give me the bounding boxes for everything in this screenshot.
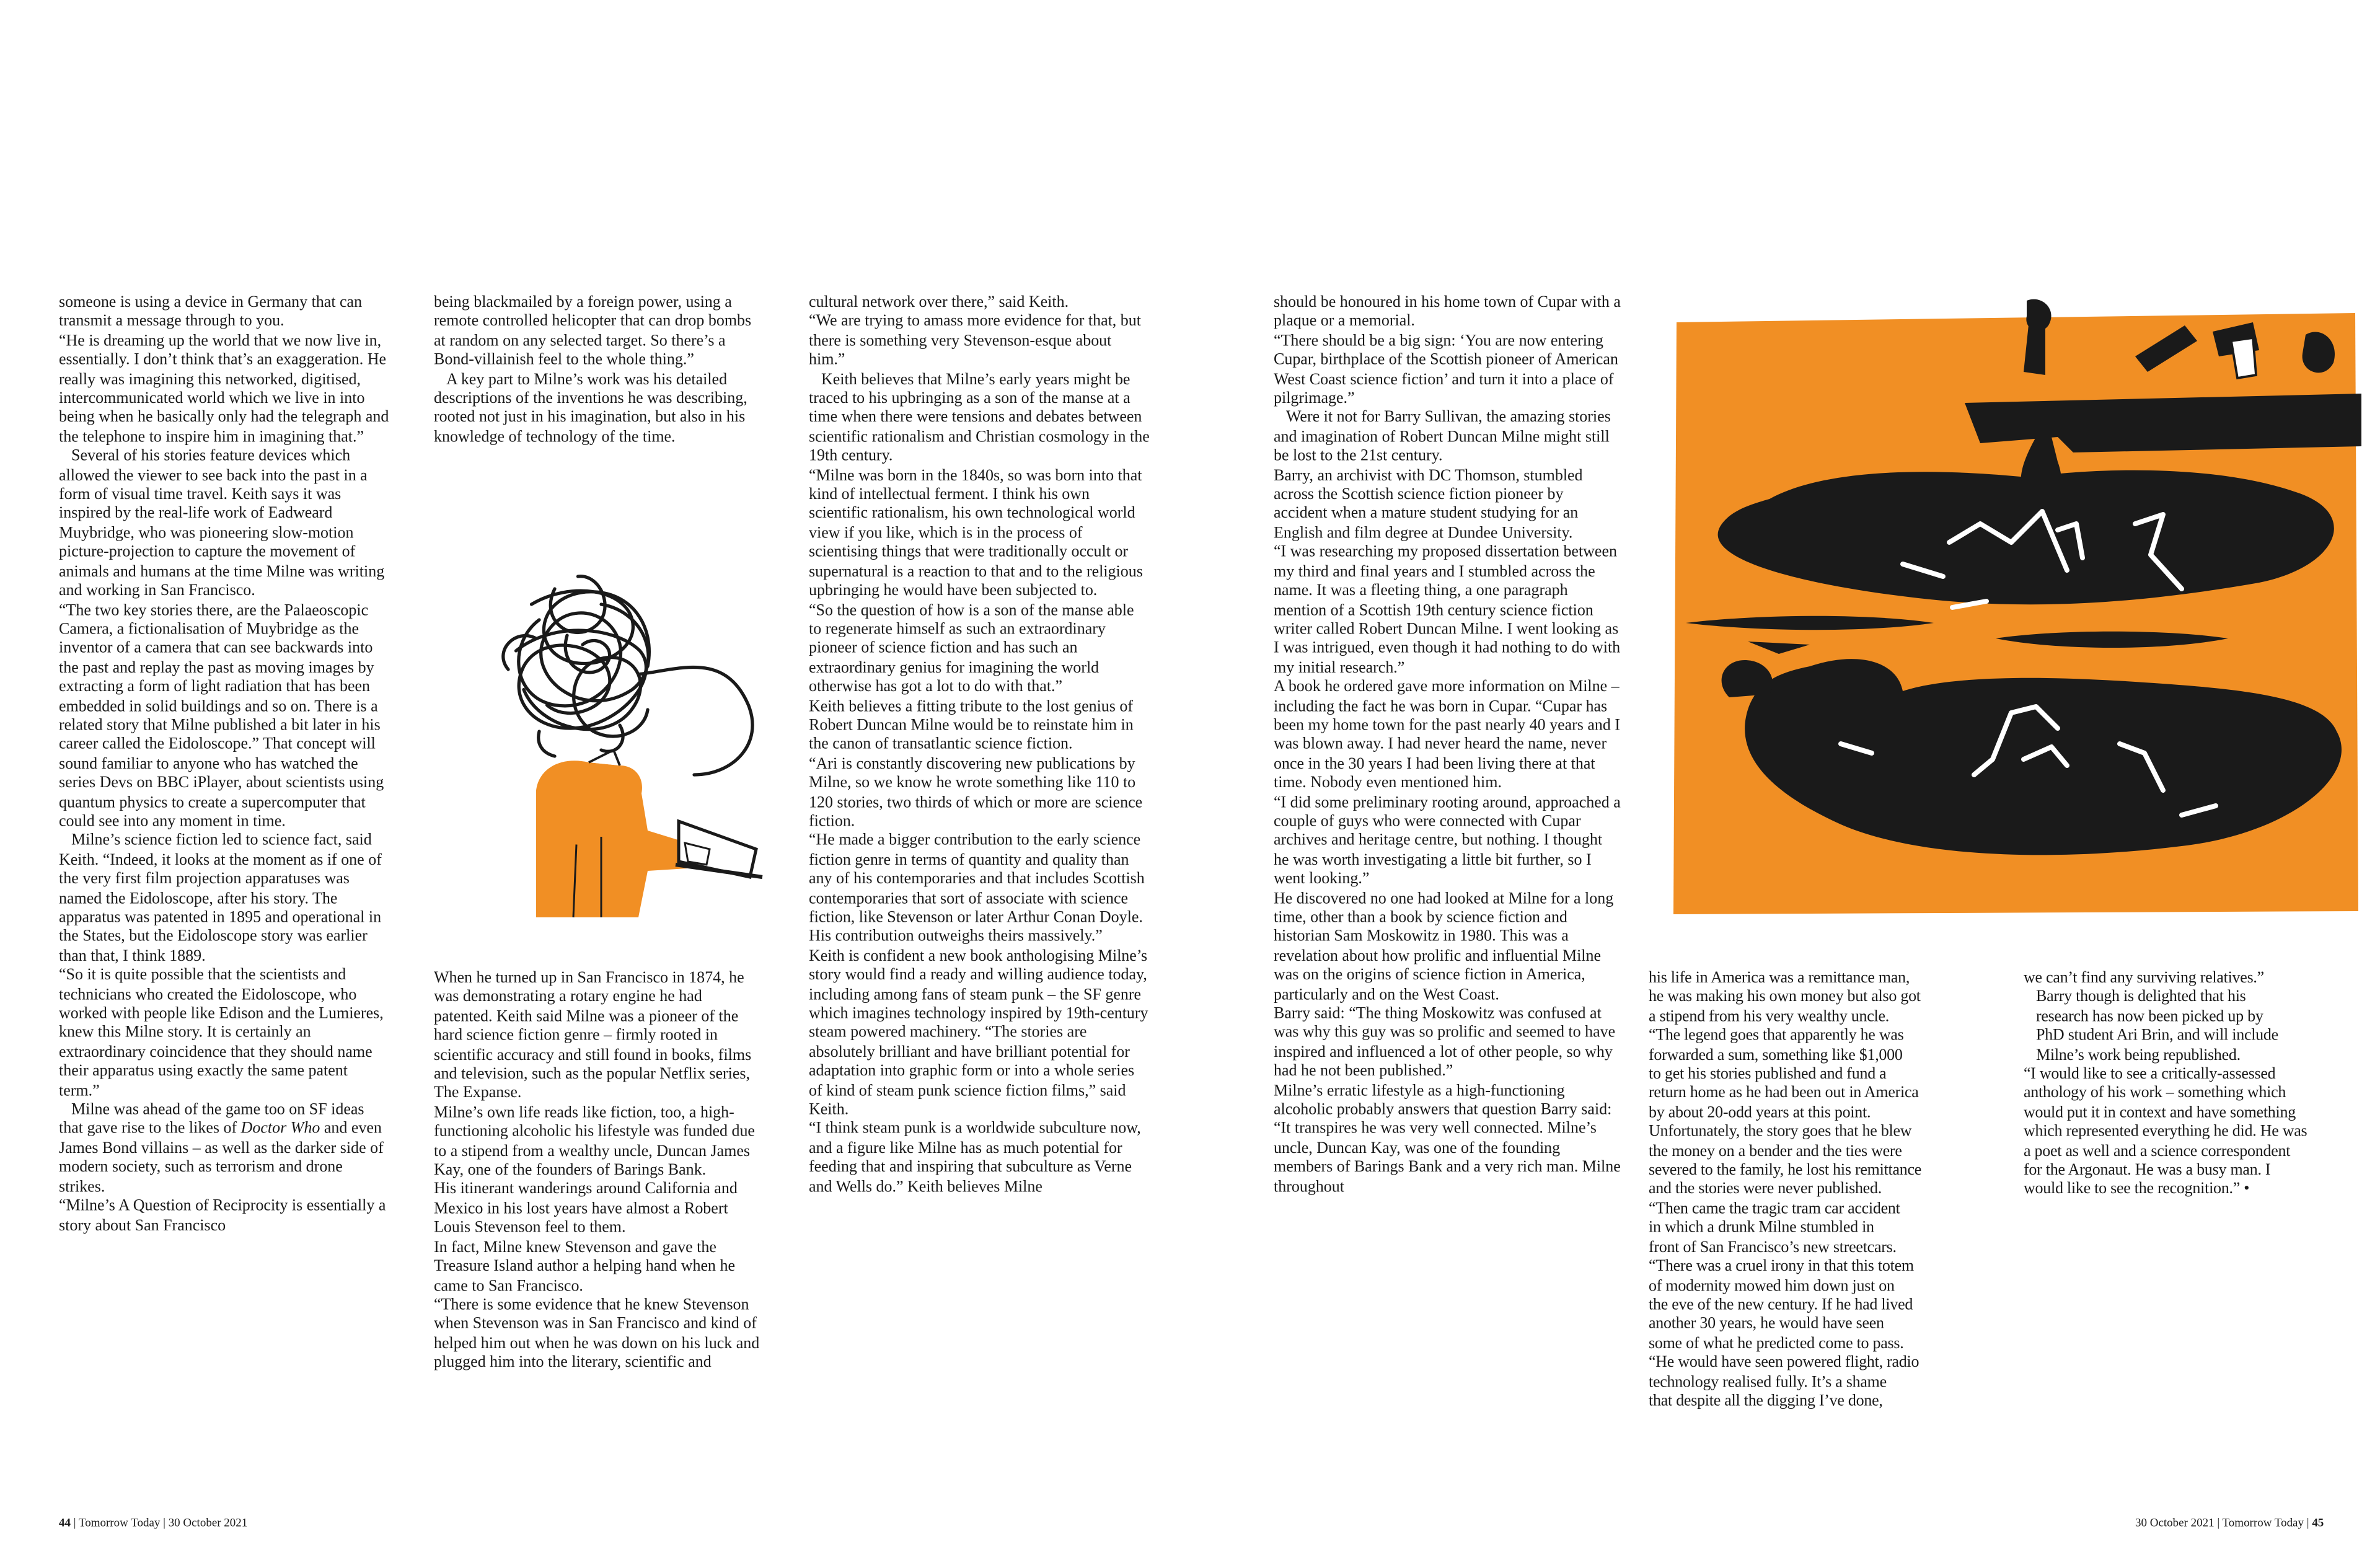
paragraph: “Milne’s A Question of Reciprocity is essentially a story about San Francisco (59, 1198, 386, 1235)
paragraph: being blackmailed by a foreign power, using a remote controlled helicopter that can drop bombs at random on any selected target. So there’s a Bond-villainish feel to the whole thing.” (434, 294, 752, 369)
page-number-left: 44 (59, 1515, 71, 1530)
paragraph: should be honoured in his home town of Cupar with a plaque or a memorial. (1274, 294, 1621, 331)
paragraph: Milne was ahead of the game too on SF ideas that gave rise to the likes of Doctor Who and even James Bond villains – as well as the darker side of modern society, such as terrorism and drone strikes. (59, 1101, 384, 1196)
paragraph: someone is using a device in Germany that can transmit a message through to you. (59, 294, 363, 331)
paragraph: “I did some preliminary rooting around, approached a couple of guys who were connected with Cupar archives and heritage centre, but nothing. I thought he was worth investigating a little bit further, so I went looking.” (1274, 794, 1621, 888)
scribble-head-figure-illustration (446, 558, 772, 945)
paragraph: “There was a cruel irony in that this totem of modernity mowed him down just on the eve of the new century. If he had lived another 30 years, he would have seen some of what he predicted come to pass. (1649, 1258, 1914, 1352)
paragraph: “Then came the tragic tram car accident in which a drunk Milne stumbled in front of San Francisco’s new streetcars. (1649, 1201, 1900, 1256)
paragraph: cultural network over there,” said Keith. (809, 294, 1069, 312)
paragraph: Barry, an archivist with DC Thomson, stumbled across the Scottish science fiction pioneer by accident when a mature student studying for an English and film degree at Dundee University. (1274, 467, 1583, 542)
paragraph: Several of his stories feature devices which allowed the viewer to see back into the past in a form of visual time travel. Keith says it was inspired by the real-life work of Eadweard Muybridge, who was pioneering slow-motion picture-projection to capture the movement of animals and humans at the time Milne was writing and working in San Francisco. (59, 448, 385, 600)
tram-wreck-illustration (1670, 294, 2361, 914)
paragraph: “He made a bigger contribution to the early science fiction genre in terms of quantity and quality than any of his contemporaries and that includes Scottish contemporaries that sort of associate with science fiction, like Stevenson or later Arthur Conan Doyle. His contribution outweighs theirs massively.” (809, 832, 1145, 946)
paragraph: Milne’s science fiction led to science fact, said Keith. “Indeed, it looks at the moment as if one of the very first film projection apparatuses was named the Eidoloscope, after his story. The apparatus was patented in 1895 and operational in the States, but the Eidoloscope story was earlier than that, I think 1889. (59, 832, 382, 966)
paragraph: “I think steam punk is a worldwide subculture now, and a figure like Milne has as much potential for feeding that and inspiring that subculture as Verne and Wells do.” Keith believes Milne (809, 1121, 1141, 1196)
paragraph: “I would like to see a critically-assessed anthology of his work – something which would put it in context and have something which represented everything he did. He was a poet as well and a science correspondent for the Argonaut. He was a busy man. I would like to see the recognition.” • (2024, 1066, 2307, 1199)
paragraph: “We are trying to amass more evidence for that, but there is something very Stevenson-esque about him.” (809, 314, 1142, 369)
column-6 (2024, 970, 2365, 1201)
paragraph: A book he ordered gave more information on Milne – including the fact he was born in Cupar. “Cupar has been my home town for the past nearly 40 years and I was blown away. I had never heard the name, never once in the 30 years I had been living there at that time. Nobody even mentioned him. (1274, 679, 1621, 792)
paragraph: Milne’s erratic lifestyle as a high-functioning alcoholic probably answers that question Barry said: “It transpires he was very well connected. Milne’s uncle, Duncan Kay, was one of the founding members of Barings Bank and a very rich man. Milne throughout (1274, 1082, 1621, 1196)
paragraph: “He would have seen powered flight, radio technology realised fully. It’s a shame that despite all the digging I’ve done, (1649, 1354, 1919, 1410)
paragraph: Barry said: “The thing Moskowitz was confused at was why this guy was so prolific and seemed to have inspired and influenced a lot of other people, so why had he not been published.” (1274, 1005, 1616, 1081)
column-1 (59, 294, 390, 1237)
column-2-top (434, 294, 762, 448)
footer-right (2135, 1515, 2324, 1530)
paragraph: He discovered no one had looked at Milne for a long time, other than a book by science fiction and historian Sam Moskowitz in 1980. This was a revelation about how prolific and influential Milne was on the origins of science fiction in America, particularly and on the West Coast. (1274, 890, 1614, 1004)
paragraph: “Milne was born in the 1840s, so was born into that kind of intellectual ferment. I think his own scientific rationalism, his own technological world view if you like, which is in the process of scientising things that were traditionally occult or supernatural is a reaction to that and to the religious upbringing he would have been subjected to. (809, 467, 1143, 600)
paragraph: When he turned up in San Francisco in 1874, he was demonstrating a rotary engine he had patented. Keith said Milne was a pioneer of the hard science fiction genre – firmly rooted in scientific accuracy and still found in books, films and television, such as the popular Netflix series, The Expanse. (434, 970, 752, 1103)
paragraph: In fact, Milne knew Stevenson and gave the Treasure Island author a helping hand when he came to San Francisco. (434, 1239, 735, 1295)
doctor-who-title: Doctor Who (240, 1121, 320, 1139)
footer-right-text: 30 October 2021 | Tomorrow Today | (2135, 1515, 2309, 1530)
paragraph: Barry though is delighted that his research has now been picked up by PhD student Ari Brin, and will include Milne’s work being republished. (2036, 989, 2278, 1064)
paragraph: A key part to Milne’s work was his detailed descriptions of the inventions he was describing, rooted not just in his imagination, but also in his knowledge of technology of the time. (434, 371, 747, 446)
paragraph: Keith believes a fitting tribute to the lost genius of Robert Duncan Milne would be to reinstate him in the canon of transatlantic science fiction. (809, 698, 1134, 754)
paragraph: “The two key stories there, are the Palaeoscopic Camera, a fictionalisation of Muybridge as the inventor of a camera that can see backwards into the past and replay the past as moving images by extracting a form of light radiation that has been embedded in solid buildings and so on. There is a related story that Milne published a bit later in his career called the Eidoloscope.” That concept will sound familiar to anyone who has watched the series Devs on BBC iPlayer, about scientists using quantum physics to create a supercomputer that could see into any moment in time. (59, 602, 384, 831)
footer-left: 44 | Tomorrow Today | 30 October 2021 (59, 1515, 248, 1530)
paragraph: Keith believes that Milne’s early years might be traced to his upbringing as a son of the manse at a time when there were tensions and debates between scientific rationalism and Christian cosmology in the 19th century. (809, 371, 1150, 465)
paragraph: His itinerant wanderings around California and Mexico in his lost years have almost a Robert Louis Stevenson feel to them. (434, 1181, 738, 1237)
column-3 (809, 294, 1150, 1198)
paragraph: we can’t find any surviving relatives.” (2024, 970, 2264, 987)
column-2-bottom (434, 970, 762, 1374)
paragraph: Were it not for Barry Sullivan, the amazing stories and imagination of Robert Duncan Milne might still be lost to the 21st century. (1274, 410, 1611, 465)
footer-left-text: Tomorrow Today | 30 October 2021 (78, 1515, 248, 1530)
paragraph: Keith is confident a new book anthologising Milne’s story would find a ready and willing audience today, including among fans of steam punk – the SF genre which imagines technology inspired by 19th-century steam powered machinery. “The stories are absolutely brilliant and have brilliant potential for adaptation into graphic form or into a whole series of kind of steam punk science fiction films,” said Keith. (809, 948, 1148, 1119)
paragraph: “So the question of how is a son of the manse able to regenerate himself as such an extraordinary pioneer of science fiction and has such an extraordinary genius for imagining the world otherwise has got a lot to do with that.” (809, 602, 1134, 696)
paragraph: “So it is quite possible that the scientists and technicians who created the Eidoloscope, who worked with people like Edison and the Lumieres, knew this Milne story. It is certainly an extraordinary coincidence that they should name their apparatus using exactly the same patent term.” (59, 967, 384, 1100)
paragraph: “I was researching my proposed dissertation between my third and final years and I stumbled across the name. It was a fleeting thing, a one paragraph mention of a Scottish 19th century science fiction writer called Robert Duncan Milne. I went looking as I was intrigued, even though it had nothing to do with my initial research.” (1274, 544, 1621, 677)
paragraph: Milne’s own life reads like fiction, too, a high-functioning alcoholic his lifestyle was funded due to a stipend from a wealthy uncle, Duncan James Kay, one of the founders of Barings Bank. (434, 1105, 755, 1180)
paragraph: “Ari is constantly discovering new publications by Milne, so we know he wrote something like 110 to 120 stories, two thirds of which or more are science fiction. (809, 756, 1143, 831)
paragraph: his life in America was a remittance man, he was making his own money but also got a stipend from his very wealthy uncle. (1649, 970, 1921, 1026)
paragraph: “The legend goes that apparently he was forwarded a sum, something like $1,000 to get his stories published and fund a return home as he had been out in America by about 20-odd years at this point. Unfortunately, the story goes that he blew the money on a bender and the ties were severed to the family, he lost his remittance and the stories were never published. (1649, 1028, 1922, 1199)
paragraph: “There should be a big sign: ‘You are now entering Cupar, birthplace of the Scottish pioneer of American West Coast science fiction’ and turn it into a place of pilgrimage.” (1274, 333, 1618, 408)
column-5 (1649, 970, 1980, 1412)
paragraph: “He is dreaming up the world that we now live in, essentially. I don’t think that’s an exaggeration. He really was imagining this networked, digitised, intercommunicated world which we live in into being when he basically only had the telegraph and the telephone to inspire him in imagining that.” (59, 333, 389, 446)
column-4 (1274, 294, 1621, 1198)
page-number-right: 45 (2312, 1515, 2324, 1530)
paragraph: “There is some evidence that he knew Stevenson when Stevenson was in San Francisco and kind of helped him out when he was down on his luck and plugged him into the literary, scientific and (434, 1297, 760, 1372)
